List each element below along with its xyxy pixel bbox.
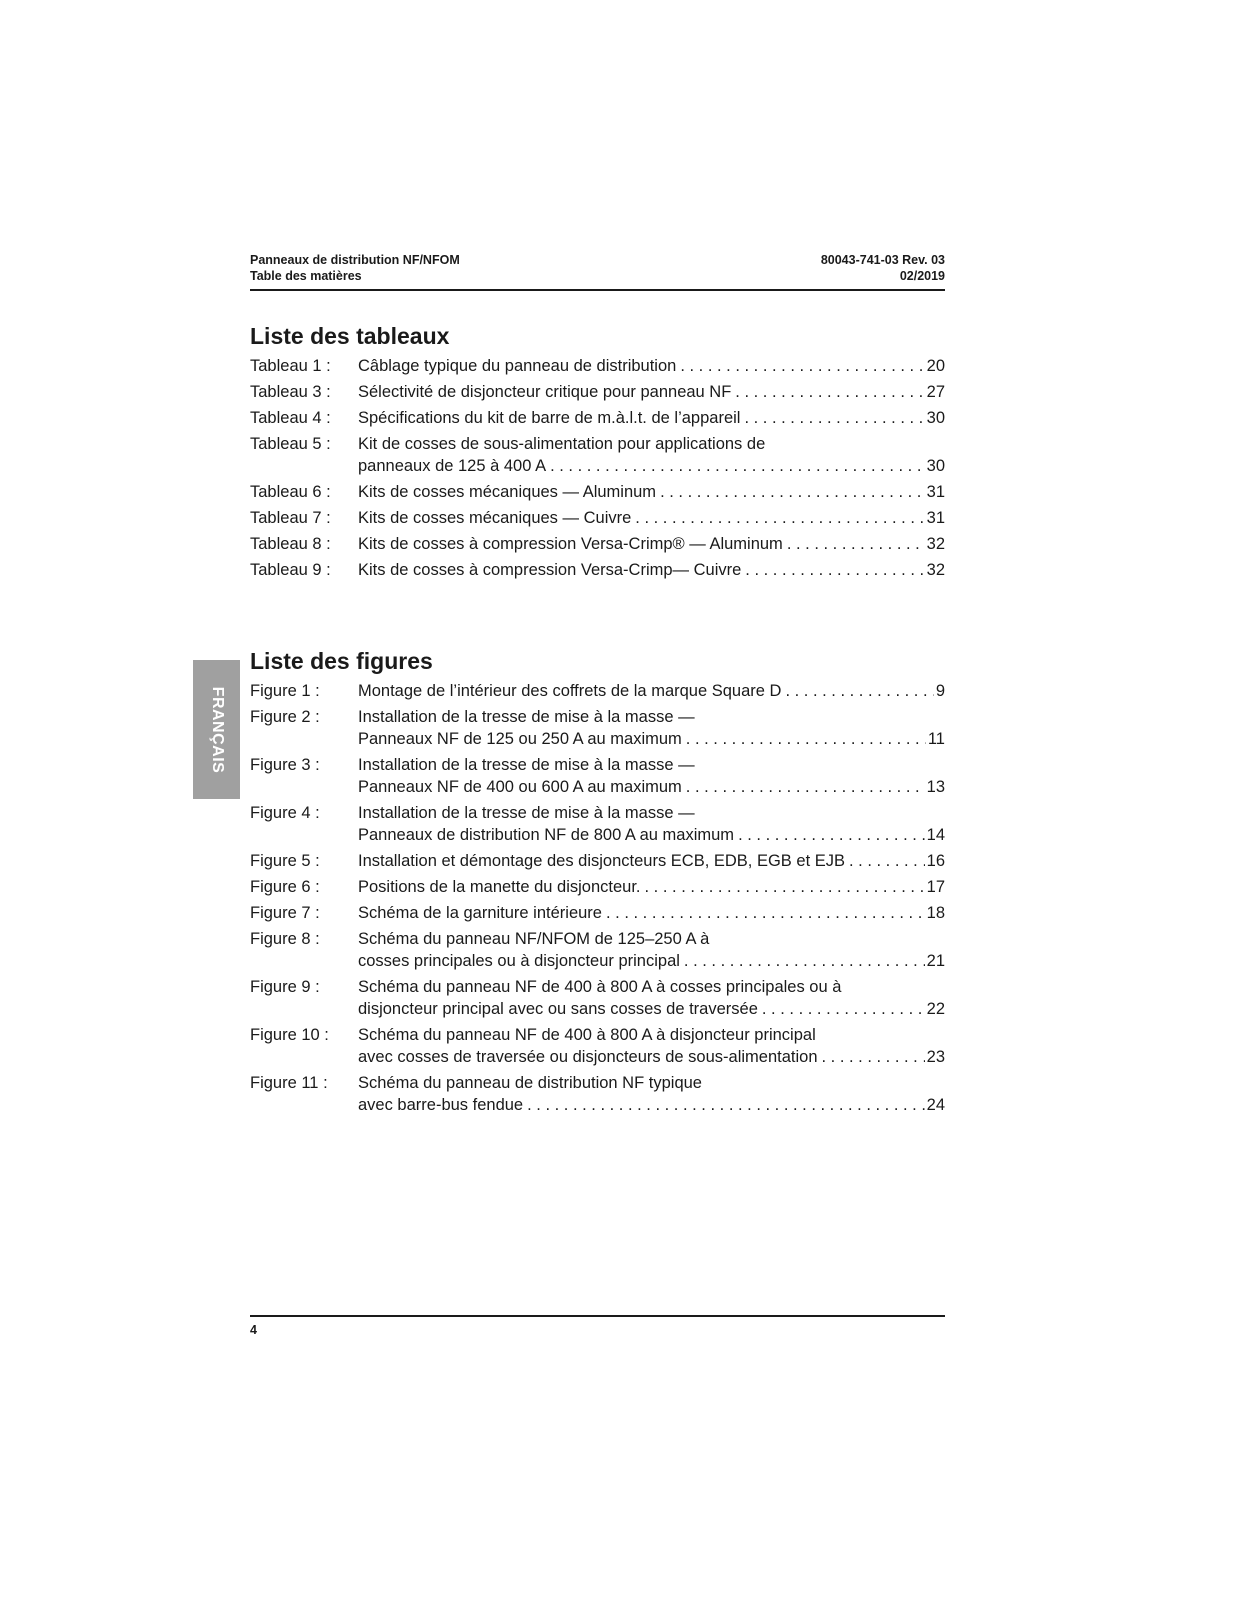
toc-entry-line <box>358 950 945 972</box>
dot-leader <box>783 533 925 555</box>
toc-entry-line: Installation de la tresse de mise à la masse — <box>358 756 695 774</box>
toc-entry-label: Figure 11 : <box>250 1074 328 1092</box>
toc-entry-line <box>358 355 945 377</box>
language-tab-label: FRANÇAIS <box>208 686 226 773</box>
toc-entry-label: Figure 9 : <box>250 978 320 996</box>
toc-entry-page: 23 <box>926 1048 945 1066</box>
toc-entry-label: Figure 5 : <box>250 852 320 870</box>
toc-entry-line <box>358 481 945 503</box>
toc-entry-text: Panneaux de distribution NF de 800 A au maximum <box>358 826 735 844</box>
toc-entry-text: Câblage typique du panneau de distribution <box>358 357 677 375</box>
toc-entry <box>250 902 945 924</box>
toc-entry-label: Figure 6 : <box>250 878 320 896</box>
toc-entry-text: avec barre-bus fendue <box>358 1096 524 1114</box>
toc-entry <box>250 928 945 972</box>
toc-entry-line <box>358 1094 945 1116</box>
toc-entry-line <box>358 455 945 477</box>
toc-entry <box>250 533 945 555</box>
tables-list <box>250 355 945 581</box>
header-right <box>821 252 945 284</box>
toc-entry-text: Sélectivité de disjoncteur critique pour panneau NF <box>358 383 732 401</box>
document-title: Panneaux de distribution NF/NFOM <box>250 253 460 267</box>
toc-entry-page: 18 <box>926 904 945 922</box>
dot-leader <box>845 850 925 872</box>
toc-entry-line <box>358 876 945 898</box>
toc-entry <box>250 559 945 581</box>
toc-entry-label: Figure 10 : <box>250 1026 329 1044</box>
toc-entry-title <box>358 381 945 403</box>
toc-entry-label: Tableau 3 : <box>250 383 331 401</box>
toc-entry-text: Kits de cosses mécaniques — Cuivre <box>358 509 632 527</box>
toc-entry-title <box>358 433 945 477</box>
toc-entry-page: 9 <box>935 682 945 700</box>
document-date: 02/2019 <box>899 269 945 283</box>
toc-entry-page: 30 <box>926 457 945 475</box>
toc-entry-text: Kits de cosses à compression Versa-Crimp® — Aluminum <box>358 535 783 553</box>
toc-entry-label: Tableau 6 : <box>250 483 331 501</box>
dot-leader <box>682 728 926 750</box>
figures-list-section <box>250 647 945 1120</box>
toc-entry-line <box>358 998 945 1020</box>
toc-entry-label: Figure 4 : <box>250 804 320 822</box>
toc-entry-text: Schéma de la garniture intérieure <box>358 904 602 922</box>
toc-entry-line <box>358 902 945 924</box>
dot-leader <box>731 381 924 403</box>
toc-entry-text: cosses principales ou à disjoncteur principal <box>358 952 680 970</box>
toc-entry-page: 24 <box>926 1096 945 1114</box>
toc-entry-text: avec cosses de traversée ou disjoncteurs de sous-alimentation <box>358 1048 818 1066</box>
toc-entry-text: disjoncteur principal avec ou sans cosses de traversée <box>358 1000 758 1018</box>
figures-list-heading: Liste des figures <box>250 648 433 674</box>
toc-entry-page: 17 <box>926 878 945 896</box>
toc-entry-title <box>358 976 945 1020</box>
document-section: Table des matières <box>250 269 362 283</box>
toc-entry-title <box>358 355 945 377</box>
toc-entry-page: 30 <box>926 409 945 427</box>
toc-entry-page: 11 <box>927 730 945 748</box>
toc-entry-line <box>358 776 945 798</box>
toc-entry <box>250 1072 945 1116</box>
toc-entry-line <box>358 559 945 581</box>
header-left <box>250 252 460 284</box>
header-divider <box>250 289 945 291</box>
toc-entry <box>250 355 945 377</box>
toc-entry-title <box>358 802 945 846</box>
toc-entry-label: Figure 1 : <box>250 682 320 700</box>
dot-leader <box>656 481 925 503</box>
toc-entry-title <box>358 928 945 972</box>
toc-entry-page: 13 <box>926 778 945 796</box>
dot-leader <box>734 824 925 846</box>
figures-list <box>250 680 945 1116</box>
toc-entry-label: Figure 8 : <box>250 930 320 948</box>
toc-entry-text: Installation et démontage des disjoncteurs ECB, EDB, EGB et EJB <box>358 852 845 870</box>
toc-entry-line <box>358 533 945 555</box>
dot-leader <box>641 876 925 898</box>
toc-entry-label: Tableau 9 : <box>250 561 331 579</box>
tables-list-heading: Liste des tableaux <box>250 323 450 349</box>
toc-entry-title <box>358 850 945 872</box>
toc-entry-line: Schéma du panneau de distribution NF typique <box>358 1074 702 1092</box>
toc-entry-line <box>358 381 945 403</box>
toc-entry-title <box>358 876 945 898</box>
toc-entry-label: Figure 7 : <box>250 904 320 922</box>
toc-entry-text: Panneaux NF de 125 ou 250 A au maximum <box>358 730 682 748</box>
toc-entry-text: Kits de cosses à compression Versa-Crimp— Cuivre <box>358 561 742 579</box>
toc-entry-line <box>358 680 945 702</box>
toc-entry <box>250 407 945 429</box>
toc-entry-text: Spécifications du kit de barre de m.à.l.t. de l’appareil <box>358 409 741 427</box>
toc-entry-page: 32 <box>926 561 945 579</box>
dot-leader <box>676 355 924 377</box>
toc-entry <box>250 381 945 403</box>
page-number: 4 <box>250 1323 257 1337</box>
toc-entry-page: 16 <box>926 852 945 870</box>
toc-entry-label: Figure 2 : <box>250 708 320 726</box>
toc-entry-label: Tableau 7 : <box>250 509 331 527</box>
toc-entry <box>250 433 945 477</box>
toc-entry-label: Figure 3 : <box>250 756 320 774</box>
dot-leader <box>740 407 924 429</box>
tables-list-section <box>250 322 945 585</box>
toc-entry-line: Schéma du panneau NF de 400 à 800 A à cosses principales ou à <box>358 978 842 996</box>
toc-entry <box>250 1024 945 1068</box>
toc-entry-title <box>358 902 945 924</box>
toc-entry <box>250 754 945 798</box>
toc-entry-line: Installation de la tresse de mise à la masse — <box>358 804 695 822</box>
toc-entry-page: 20 <box>926 357 945 375</box>
document-number: 80043-741-03 Rev. 03 <box>820 253 945 267</box>
dot-leader <box>546 455 925 477</box>
toc-entry <box>250 507 945 529</box>
toc-entry-line: Schéma du panneau NF/NFOM de 125–250 A à <box>358 930 710 948</box>
toc-entry-label: Tableau 5 : <box>250 435 331 453</box>
dot-leader <box>758 998 925 1020</box>
toc-entry-line <box>358 1046 945 1068</box>
toc-entry-title <box>358 680 945 702</box>
dot-leader <box>781 680 933 702</box>
toc-entry-line <box>358 850 945 872</box>
toc-entry-label: Tableau 1 : <box>250 357 331 375</box>
toc-entry-text: Montage de l’intérieur des coffrets de la marque Square D <box>358 682 782 700</box>
toc-entry-title <box>358 559 945 581</box>
toc-entry-title <box>358 533 945 555</box>
toc-entry <box>250 481 945 503</box>
toc-entry-page: 31 <box>926 483 945 501</box>
dot-leader <box>523 1094 925 1116</box>
toc-entry <box>250 876 945 898</box>
toc-entry <box>250 802 945 846</box>
toc-entry-title <box>358 1072 945 1116</box>
toc-entry-title <box>358 1024 945 1068</box>
dot-leader <box>631 507 924 529</box>
toc-entry-page: 27 <box>926 383 945 401</box>
toc-entry-title <box>358 507 945 529</box>
language-tab <box>193 660 240 799</box>
toc-entry-label: Tableau 4 : <box>250 409 331 427</box>
toc-entry-line: Schéma du panneau NF de 400 à 800 A à disjoncteur principal <box>358 1026 816 1044</box>
dot-leader <box>741 559 924 581</box>
toc-entry-page: 14 <box>926 826 945 844</box>
toc-entry <box>250 850 945 872</box>
toc-entry-title <box>358 407 945 429</box>
toc-entry-label: Tableau 8 : <box>250 535 331 553</box>
dot-leader <box>682 776 925 798</box>
toc-entry-text: Panneaux NF de 400 ou 600 A au maximum <box>358 778 682 796</box>
toc-entry-line: Kit de cosses de sous-alimentation pour applications de <box>358 435 766 453</box>
dot-leader <box>818 1046 925 1068</box>
toc-entry <box>250 680 945 702</box>
toc-entry <box>250 706 945 750</box>
toc-entry-line <box>358 407 945 429</box>
toc-entry-title <box>358 706 945 750</box>
toc-entry-text: Positions de la manette du disjoncteur. <box>358 878 641 896</box>
toc-entry-line <box>358 728 945 750</box>
dot-leader <box>602 902 925 924</box>
footer-divider <box>250 1315 945 1317</box>
toc-entry-title <box>358 754 945 798</box>
toc-entry-line: Installation de la tresse de mise à la masse — <box>358 708 695 726</box>
toc-entry-page: 31 <box>926 509 945 527</box>
toc-entry-line <box>358 507 945 529</box>
toc-entry-line <box>358 824 945 846</box>
toc-entry <box>250 976 945 1020</box>
toc-entry-title <box>358 481 945 503</box>
toc-entry-page: 22 <box>926 1000 945 1018</box>
dot-leader <box>680 950 925 972</box>
toc-entry-text: Kits de cosses mécaniques — Aluminum <box>358 483 657 501</box>
toc-entry-page: 32 <box>926 535 945 553</box>
toc-entry-text: panneaux de 125 à 400 A <box>358 457 547 475</box>
toc-entry-page: 21 <box>926 952 945 970</box>
